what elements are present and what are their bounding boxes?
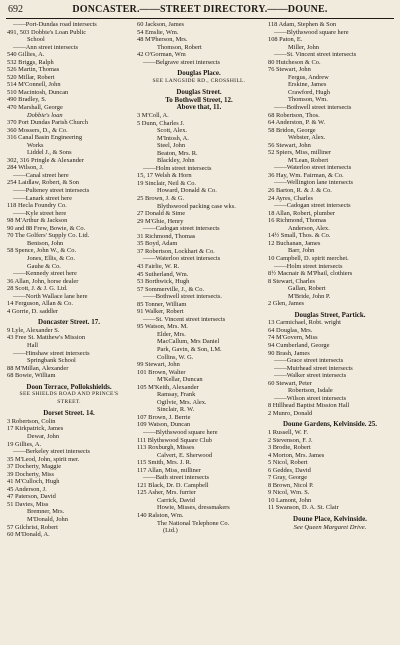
- intersection-line: ——Muirhead street intersects: [274, 364, 353, 372]
- directory-entry: 107 Brown, J. Berrie: [137, 413, 191, 421]
- header-rule: [6, 18, 394, 19]
- column-2: [137, 21, 261, 535]
- intersection-line: ——Kennedy street here: [13, 270, 77, 278]
- directory-entry: Crawford, Hugh: [288, 88, 330, 96]
- directory-entry: 41 M'Culloch, Hugh: [7, 478, 60, 486]
- directory-entry: 14 Ferguson, Allan & Co.: [7, 300, 73, 308]
- directory-entry: 18 Allan, Robert, plumber: [268, 209, 335, 217]
- directory-entry: 26 Barton, R. & J. & Co.: [268, 187, 332, 195]
- directory-entry: 98 M'Arthur & Jackson: [7, 217, 68, 225]
- directory-entry: 4 Gorrie, D. saddler: [7, 307, 58, 315]
- cross-reference: SEE SHIELDS ROAD AND PRINCE'S: [19, 391, 119, 398]
- running-title: DONCASTER.——STREET DIRECTORY.——DOUNE.: [72, 4, 328, 15]
- intersection-line: ——Wellington lane intersects: [274, 179, 353, 187]
- directory-entry: 5 Nicol, Robert: [268, 459, 308, 467]
- directory-entry: 3 Robertson, Colin: [7, 417, 56, 425]
- directory-entry: 16 Richmond, Thomas: [268, 217, 327, 225]
- directory-entry: 60 Jackson, James: [137, 21, 185, 28]
- directory-entry: 43 Fairlie, W. R.: [137, 262, 180, 270]
- directory-entry: 68 Bowie, William: [7, 372, 56, 380]
- directory-entry: 25 Brown, J. & G.: [137, 195, 185, 203]
- directory-entry: 64 Douglas, Mrs.: [268, 326, 313, 334]
- directory-entry: 35 Boyd, Adam: [137, 240, 178, 248]
- directory-entry: Sinclair, R. W.: [157, 406, 195, 414]
- intersection-line: ——Blythswood square here: [143, 428, 218, 436]
- directory-entry: 11 Swanson, D. A. St. Clair: [268, 504, 339, 512]
- intersection-line: ——Waterloo street intersects: [143, 255, 221, 263]
- directory-entry: 316 Canal Basin Engineering: [7, 134, 83, 142]
- directory-entry: 29 M'Ghie, Henry: [137, 217, 184, 225]
- directory-entry: 13 Carmichael, Robt. wright: [268, 319, 341, 327]
- street-heading: Dorset Street. 14.: [43, 409, 95, 418]
- column-1: [7, 21, 131, 539]
- intersection-line: ——Lanark street here: [13, 194, 72, 202]
- directory-entry: 60 Stewart, Peter: [268, 379, 312, 387]
- directory-entry: 58 Spence, John W., & Co.: [7, 247, 77, 255]
- directory-entry: 105 M'Keith, Alexander: [137, 383, 199, 391]
- column-3: [268, 21, 392, 531]
- directory-entry: 88 M'Millan, Alexander: [7, 364, 69, 372]
- directory-entry: Dewar, John: [27, 432, 60, 440]
- directory-entry: 57 Gilchrist, Robert: [7, 523, 58, 531]
- cross-reference: SEE LANGSIDE RD., CROSSHILL.: [152, 77, 246, 84]
- directory-entry: 60 M'Donald, A.: [7, 531, 50, 539]
- intersection-line: ——St. Vincent street intersects: [143, 315, 226, 323]
- page-header: [8, 3, 392, 17]
- directory-entry: 7 Gray, George: [268, 474, 308, 482]
- directory-entry: Ogilvie, Mrs. Alex.: [157, 398, 207, 406]
- street-heading: Doncaster Street. 17.: [38, 318, 100, 327]
- directory-entry: M'Donald, John: [27, 516, 68, 523]
- directory-entry: Beaton, Mrs. R.: [157, 149, 198, 157]
- directory-entry: 19 Sinclair, Neil & Co.: [137, 179, 197, 187]
- directory-entry: M'Kellar, Duncan: [157, 376, 203, 384]
- directory-entry: 109 Watson, Duncan: [137, 421, 191, 429]
- directory-entry: Barr, John: [288, 247, 315, 255]
- directory-entry: 10 Campbell, D. spirit merchet.: [268, 254, 349, 262]
- directory-entry: Scott, Alex.: [157, 127, 187, 135]
- directory-entry: 90 Brash, James: [268, 349, 310, 357]
- directory-entry: Jones, Ellis, & Co.: [27, 254, 75, 262]
- directory-entry: 140 Ralston, Wm.: [137, 512, 184, 519]
- directory-entry: 2 Stevenson, F. J.: [268, 436, 313, 444]
- directory-entry: 37 Docherty, Maggie: [7, 463, 62, 471]
- intersection-line: ——North Wallace lane here: [13, 292, 88, 300]
- directory-entry: 284 Wilson, J.: [7, 164, 44, 172]
- directory-entry: 35 M'Leod, John, spirit mer.: [7, 455, 80, 463]
- directory-entry: Erskine, James: [288, 81, 327, 89]
- intersection-line: ——Cadogan street intersects: [143, 225, 220, 233]
- directory-entry: Liddel J., & Sons: [27, 149, 72, 157]
- directory-entry: 6 Geddes, David: [268, 466, 311, 474]
- directory-entry: 48 M'Pherson, Mrs.: [137, 36, 188, 44]
- directory-entry: Bremner, Mrs.: [27, 508, 65, 516]
- directory-entry: 2 Glen, James: [268, 300, 305, 308]
- directory-entry: Thomson, Wm.: [288, 96, 328, 104]
- directory-entry: 370 Port Dundas Parish Church: [7, 119, 88, 127]
- directory-entry: Carrick, David: [157, 496, 195, 504]
- directory-entry: 90 and 88 Frew, Bowie, & Co.: [7, 224, 86, 232]
- directory-entry: 76 Stewart, John: [268, 66, 311, 74]
- intersection-line: ——Pulteney street intersects: [13, 187, 90, 195]
- directory-entry: 108 Paton, E.: [268, 36, 303, 44]
- directory-entry: Blackley, John: [157, 157, 195, 165]
- directory-entry: 5 Dunn, Charles J.: [137, 119, 185, 127]
- directory-entry: 95 Watson, Mrs. M.: [137, 323, 188, 331]
- directory-entry: 36 Hay, Wm. Fairman, & Co.: [268, 171, 344, 179]
- directory-entry: 28 Scott, J. & J. G. Ltd.: [7, 285, 68, 293]
- intersection-line: ——Bath street intersects: [143, 474, 210, 482]
- directory-entry: Howie, Misses, dressmakers: [157, 504, 230, 512]
- directory-entry: Anderson, Alex.: [288, 224, 330, 232]
- directory-entry: Works: [27, 141, 44, 149]
- directory-entry: 47 Paterson, David: [7, 493, 56, 501]
- directory-entry: Park, Gavin, & Son, LM.: [157, 345, 222, 353]
- directory-entry: 117 Allan, Miss, milliner: [137, 466, 201, 474]
- intersection-line: ——Canal street here: [13, 171, 69, 179]
- directory-entry: 526 Martin, Thomas: [7, 66, 60, 74]
- directory-entry: M'Bride, John P.: [288, 292, 331, 300]
- intersection-line: ——Bothwell street intersects.: [143, 293, 222, 301]
- directory-entry: Howard, Donald & Co.: [157, 187, 217, 195]
- directory-entry: 36 Allan, John, horse dealer: [7, 277, 79, 285]
- directory-entry: Steel, John: [157, 142, 186, 150]
- directory-entry: 42 O'Gorman, Wm: [137, 51, 186, 59]
- directory-entry: School: [27, 36, 45, 44]
- street-heading: Douglas Place.: [177, 69, 221, 78]
- directory-entry: 10 Lamont, John: [268, 496, 312, 504]
- directory-entry: Blythswood packing case wks.: [157, 202, 236, 210]
- intersection-line: ——Cadogan street intersects: [274, 202, 351, 210]
- directory-entry: 74 M'Govern, Miss: [268, 334, 318, 342]
- directory-entry: 54 Emslie, Wm.: [137, 28, 179, 36]
- intersection-line: ——Walker street intersects: [274, 372, 347, 380]
- directory-entry: 9 Lyle, Alexander S.: [7, 326, 60, 334]
- directory-entry: Fergus, Andrew: [288, 73, 329, 81]
- intersection-line: ——Berkeley street intersects: [13, 448, 91, 456]
- intersection-line: ——Kyle street here: [13, 209, 67, 217]
- directory-entry: 115 Smith, Mrs. J. R.: [137, 459, 192, 467]
- directory-entry: 43 Free St. Matthew's Mission: [7, 334, 86, 342]
- directory-entry: 8 Stewart, Charles: [268, 277, 316, 285]
- directory-entry: 490 Bradley, S.: [7, 96, 47, 104]
- directory-entry: 99 Stewart, John: [137, 361, 180, 369]
- directory-entry: Springbank School: [27, 357, 76, 365]
- directory-entry: 17 Kirkpatrick, James: [7, 425, 64, 433]
- directory-entry: 491, 503 Dobbie's Loan Public: [7, 28, 87, 36]
- directory-entry: 70 The Golfers' Supply Co. Ltd.: [7, 232, 90, 240]
- directory-entry: Ramsay, Frank: [157, 391, 196, 399]
- directory-entry: 254 Laidlaw, Robert, & Son: [7, 179, 80, 187]
- directory-entry: 37 Robertson, Lockhart & Co.: [137, 247, 215, 255]
- directory-entry: Gallan, Robert: [288, 285, 326, 293]
- intersection-line: ——Ann street intersects: [13, 43, 78, 51]
- directory-entry: 113 Roxburgh, Misses: [137, 444, 195, 452]
- directory-entry: (Ltd.): [163, 527, 178, 535]
- directory-entry: Collins, W. G.: [157, 353, 194, 361]
- directory-entry: M'Lean, Robert: [288, 156, 329, 164]
- directory-entry: 56 Stewart, John: [268, 141, 311, 149]
- directory-entry: 121 Black, Dr. D. Campbell: [137, 481, 209, 489]
- intersection-line: ——Holm street intersects: [143, 164, 212, 172]
- street-heading: Doune Place, Kelvinside.: [293, 515, 367, 523]
- directory-entry: 118 Adam, Stephen & Son: [268, 21, 337, 28]
- directory-entry: 91 Walker, Robert: [137, 308, 184, 316]
- directory-entry: Miller, John: [288, 43, 319, 51]
- directory-entry: The National Telephone Co.: [157, 519, 230, 527]
- intersection-line: ——Belgrave street intersects: [143, 58, 221, 66]
- directory-entry: 53 Borthwick, Hugh: [137, 278, 190, 286]
- directory-entry: 85 Tonner, William: [137, 300, 187, 308]
- directory-entry: 520 Millar, Robert: [7, 73, 55, 81]
- intersection-line: ——Hinshaw street intersects: [13, 349, 90, 357]
- directory-entry: 52 Spiers, Miss, milliner: [268, 149, 332, 157]
- directory-entry: 118 Hecla Foundry Co.: [7, 202, 67, 210]
- directory-entry: Gauhe & Co.: [27, 262, 61, 270]
- directory-entry: Calvert, E. Sherwood: [157, 451, 213, 459]
- street-heading: Douglas Street, Partick.: [294, 310, 366, 319]
- directory-entry: 58 Bridon, George: [268, 126, 316, 134]
- directory-entry: 24 Ayres, Charles: [268, 194, 314, 202]
- directory-entry: 94 Cumberland, George: [268, 341, 330, 349]
- directory-entry: MacCallum, Mrs Daniel: [157, 338, 220, 346]
- directory-entry: 532 Briggs, Ralph: [7, 58, 54, 66]
- cross-reference: See Queen Margaret Drive.: [293, 523, 367, 531]
- directory-entry: 51 Davies, Miss: [7, 500, 49, 508]
- directory-entry: 9 Nicol, Wm. S.: [268, 489, 310, 497]
- directory-entry: 45 Sutherland, Wm.: [137, 270, 189, 278]
- directory-entry: 1 Russell, W. F.: [268, 428, 308, 436]
- street-heading: Doune Gardens, Kelvinside. 25.: [282, 420, 378, 429]
- directory-entry: 68 Robertson, Thos.: [268, 111, 320, 119]
- cross-reference: STREET.: [57, 398, 81, 405]
- directory-entry: 101 Brown, Walter: [137, 368, 186, 376]
- directory-entry: 3 Brodie, Robert: [268, 444, 311, 452]
- directory-entry: 57 Sommerville, J., & Co.: [137, 285, 205, 293]
- directory-entry: 80 Hutcheson & Co.: [268, 58, 321, 66]
- directory-entry: 510 Macintosh, Duncan: [7, 88, 69, 96]
- intersection-line: ——Wilson street intersects: [274, 394, 347, 402]
- directory-entry: 19 Gillies, A.: [7, 440, 42, 448]
- directory-entry: 64 Anderston, P. & W.: [268, 119, 325, 127]
- street-heading: To Bothwell Street, 12.: [165, 95, 233, 104]
- directory-entry: 470 Marshall, George: [7, 104, 63, 112]
- directory-entry: Webster, Alex.: [288, 134, 326, 142]
- directory-entry: Hall: [27, 341, 39, 349]
- directory-entry: 360 Mossers, D., & Co.: [7, 126, 68, 134]
- directory-entry: 302, 316 Pringle & Alexander: [7, 156, 84, 164]
- intersection-line: ——Holm street intersects: [274, 262, 343, 270]
- directory-entry: 111 Blythswood Square Club: [137, 436, 212, 444]
- street-heading: Above that, 11.: [176, 103, 222, 112]
- intersection-line: ——Waterloo street intersects: [274, 164, 352, 172]
- directory-entry: 14½ Small, Thos. & Co.: [268, 232, 331, 240]
- intersection-line: ——Port-Dundas road intersects: [13, 21, 97, 28]
- directory-entry: 8 Brown, Nicol P.: [268, 481, 314, 489]
- intersection-line: ——Grace street intersects: [274, 357, 344, 365]
- directory-entry: 2 Munro, Donald: [268, 409, 313, 417]
- directory-entry: 514 M'Connell, John: [7, 81, 61, 89]
- intersection-line: ——Blythswood square here: [274, 28, 349, 36]
- street-heading: Douglas Street.: [176, 88, 222, 97]
- directory-entry: M'Intosh, A.: [157, 134, 189, 142]
- street-heading: Doon Terrace, Pollokshields.: [26, 382, 112, 391]
- directory-entry: Benison, John: [27, 239, 64, 247]
- directory-entry: Dobbie's loan: [27, 111, 63, 119]
- directory-entry: 540 Gillies, A.: [7, 51, 45, 59]
- page-number: 692: [8, 4, 23, 15]
- directory-entry: 15, 17 Welsh & Horn: [137, 172, 192, 180]
- directory-entry: 4 Morton, Mrs. James: [268, 451, 325, 459]
- directory-entry: 125 Asher, Mrs. furrier: [137, 489, 196, 497]
- directory-entry: Elder, Mrs.: [157, 330, 186, 338]
- directory-entry: Thomson, Robert: [157, 43, 202, 51]
- directory-entry: 45 Anderson, J.: [7, 485, 47, 493]
- intersection-line: ——Bothwell street intersects: [274, 104, 352, 112]
- directory-entry: 8 Hillhead Baptist Mission Hall: [268, 402, 350, 410]
- directory-entry: 39 Docherty, Miss: [7, 470, 54, 478]
- directory-entry: 8½ Macnair & M'Phail, clothiers: [268, 270, 353, 278]
- directory-entry: 27 Donald & Sime: [137, 210, 186, 218]
- directory-entry: Robertson, Isdale: [288, 387, 333, 395]
- directory-entry: 12 Buchanan, James: [268, 239, 321, 247]
- directory-entry: 31 Richmond, Thomas: [137, 232, 196, 240]
- intersection-line: ——St. Vincent street intersects: [274, 51, 357, 59]
- directory-entry: 3 M'Coll, A.: [137, 112, 169, 120]
